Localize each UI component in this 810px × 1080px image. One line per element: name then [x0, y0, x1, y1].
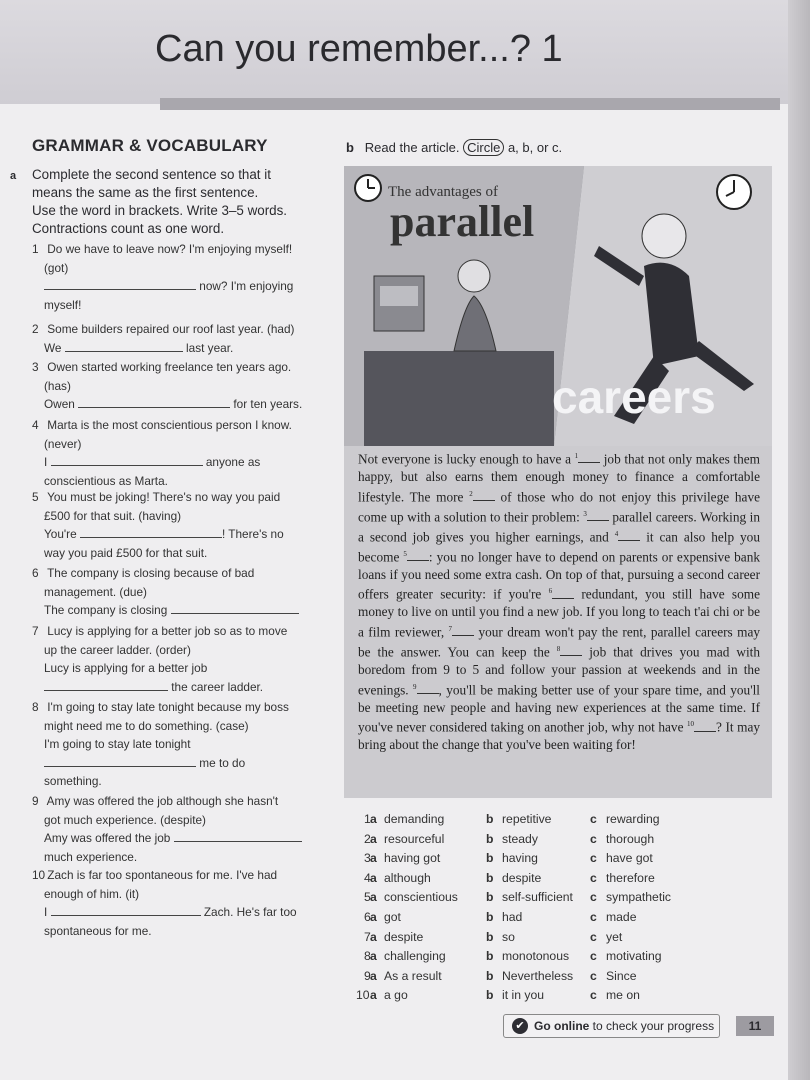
answer-blank[interactable]	[174, 830, 302, 842]
option-c[interactable]: sympathetic	[606, 890, 672, 905]
option-a[interactable]: challenging	[384, 949, 446, 964]
circle-word: Circle	[463, 139, 504, 156]
option-b[interactable]: monotonous	[502, 949, 570, 964]
workbook-page: Can you remember...? 1 GRAMMAR & VOCABULARY a Complete the second sentence so that it means the same as the first sentence. Use the word in brackets. Write 3–5 words. Contractions count as one word. 1 Do we have to leave now? I'm enjoying myself! (got) now? I'm enjoying myself! 2 Some builders repaired our roof last year. (had) We last year. 3 Owen started working freelance ten years ago. (has) Owen for ten years. 4 Marta is the most conscientious person I know. (never) I anyone as conscientious as Marta. 5 You must be joking! There's no way you paid £500 for that suit. (having) You're ! There's no way you paid £500 for that suit. 6 The company is closing because of bad management. (due) The company is closing 7 Lucy is applying for a better job so as to move up the career ladder. (order) Lucy is applying for a better job the career ladder. 8 I'm going to stay late tonight because my boss might need me to do something. (case) I'm going to stay late tonight me to do something. 9 Amy was offered the job although she hasn't got much experience. (despite) Amy was offered the job much experience. 10 Zach is far too spontaneous for me. I've had enough of him. (it) I Zach. He's far too spontaneous for me. b Read the article. Circle a, b, or c. The advantages of parallel careers Not everyone is lucky enough to have a $^1$ job that not only makes them happy, but also earns them enough money to finance a comfortable lifestyle. The more $^2$ of those who do not enjoy this privilege have come up with a solution to their problem: $^3$ parallel careers. Working in a second job gives you higher earnings, and $^4$ it can also help you become $^5$ : you no longer have to depend on parents or expensive bank loans if you need some extra cash. On top of that, pursuing a second career offers greater security: if you're $^6$ redundant, you still have some money to live on until you find a new job. If you long to teach t'ai chi or be a film reviewer, $^7$ your dream won't pay the rent, parallel careers may be the answer. You can keep the $^8$ job that drives you mad with boredom from 9 to 5 and follow your passion at weekends and in the evenings. $^9$ , you'll be making better use of your spare time, and you'll be meeting new people and having new experiences at the same time. If you've never considered taking on another job, why not have $^{10}$ ? It may bring about the change that you've been waiting for! 1 a demanding b repetitive c rewarding 2 a resourceful b steady c thorough 3 a having got b having c have got 4 a although b despite c therefore 5 a conscientious b self-sufficient c sympathetic 6 a got b had c made 7 a despite b so c yet 8 a challenging b monotonous c motivating 9 a As a result b Nevertheless c Since 10 a a go b it in you c me on ✔ Go online to check your progress 11	[0, 0, 790, 1080]
option-number: 6	[364, 909, 371, 924]
question-4-line: 4 Marta is the most conscientious person I know.	[32, 418, 292, 432]
question-7-line: the career ladder.	[32, 678, 334, 696]
question-8-line: I'm going to stay late tonight	[44, 737, 191, 751]
question-7-line: 7 Lucy is applying for a better job so as to move	[32, 624, 288, 638]
question-9-line: much experience.	[44, 849, 138, 864]
question-9-line: got much experience. (despite)	[44, 812, 206, 827]
option-number: 2	[364, 831, 371, 846]
option-number: 4	[364, 870, 371, 885]
exercise-b-instruction: b Read the article. Circle a, b, or c.	[346, 140, 563, 155]
option-b[interactable]: steady	[502, 831, 538, 846]
option-b[interactable]: it in you	[502, 988, 545, 1003]
option-c[interactable]: thorough	[606, 831, 655, 846]
go-online-button[interactable]: ✔ Go online to check your progress	[503, 1014, 720, 1038]
option-c[interactable]: made	[606, 909, 637, 924]
option-a[interactable]: As a result	[384, 968, 442, 983]
question-10-line: I Zach. He's far too	[44, 905, 297, 919]
question-8-line: 8 I'm going to stay late tonight because my boss	[32, 700, 289, 714]
question-3-line: Owen for ten years.	[44, 397, 303, 411]
illustration-word-careers: careers	[552, 371, 716, 423]
illustration-word-parallel: parallel	[390, 197, 535, 246]
option-b[interactable]: repetitive	[502, 812, 552, 826]
option-number: 5	[364, 890, 371, 905]
article-text: Not everyone is lucky enough to have a $^1$ job that not only makes them happy, but also earns them enough money to finance a comfortable lifestyle. The more $^2$ of those who do not enjoy this privilege have come up with a solution to their problem: $^3$ parallel careers. Working in a second job gives you higher earnings, and $^4$ it can also help you become $^5$ : you no longer have to depend on parents or expensive bank loans if you need some extra cash. On top of that, pursuing a second career offers greater security: if you're $^6$ redundant, you still have some money to live on until you find a new job. If you long to teach t'ai chi or be a film reviewer, $^7$ your dream won't pay the rent, parallel careers may be the answer. You can keep the $^8$ job that drives you mad with boredom from 9 to 5 and follow your passion at weekends and in the evenings. $^9$ , you'll be making better use of your spare time, and you'll be meeting new people and having new experiences at the same time. If you've never considered taking on another job, why not have $^{10}$ ? It may bring about the change that you've been waiting for!	[358, 451, 761, 753]
option-number: 3	[364, 851, 371, 866]
check-icon: ✔	[512, 1018, 528, 1034]
option-number: 10	[356, 988, 370, 1003]
option-a[interactable]: got	[384, 909, 401, 924]
answer-blank[interactable]	[80, 526, 222, 538]
option-a[interactable]: conscientious	[384, 890, 458, 905]
question-5-line: You're ! There's no	[44, 527, 284, 541]
question-9-line: 9 Amy was offered the job although she hasn't	[32, 794, 279, 808]
question-8-line: might need me to do something. (case)	[44, 718, 249, 733]
question-10-line: spontaneous for me.	[44, 923, 152, 938]
option-c[interactable]: me on	[606, 988, 640, 1003]
option-number: 8	[364, 949, 371, 964]
answer-blank[interactable]	[171, 602, 299, 614]
illustration-kicker: The advantages of	[388, 184, 498, 200]
question-8-line: something.	[44, 774, 102, 788]
question-2-line: 2 Some builders repaired our roof last year. (had)	[32, 322, 295, 336]
option-c[interactable]: rewarding	[606, 812, 660, 826]
question-6-line: 6 The company is closing because of bad	[32, 566, 255, 580]
question-1-line: now? I'm enjoying	[32, 277, 334, 295]
exercise-a-instructions: Complete the second sentence so that it means the same as the first sentence. Use the word in brackets. Write 3–5 words. Contractions count as one word.	[32, 167, 288, 236]
question-5-line: £500 for that suit. (having)	[44, 508, 182, 523]
option-number: 7	[364, 929, 371, 944]
question-10-line: enough of him. (it)	[44, 886, 140, 901]
question-7-line: up the career ladder. (order)	[44, 642, 191, 657]
option-b[interactable]: Nevertheless	[502, 968, 574, 983]
option-a[interactable]: resourceful	[384, 831, 445, 846]
option-b[interactable]: had	[502, 909, 523, 924]
question-1-line: 1 Do we have to leave now? I'm enjoying myself!	[32, 242, 293, 256]
option-c[interactable]: yet	[606, 929, 623, 944]
question-1-line: myself!	[44, 297, 82, 312]
answer-blank[interactable]	[51, 904, 201, 916]
option-number: 9	[364, 968, 371, 983]
title-rule	[160, 98, 780, 110]
page-number: 11	[736, 1016, 774, 1036]
question-1-line: (got)	[44, 260, 69, 275]
option-c[interactable]: motivating	[606, 949, 662, 964]
question-4-line: (never)	[44, 436, 82, 451]
option-b[interactable]: so	[502, 929, 515, 944]
question-4-line: conscientious as Marta.	[44, 473, 168, 488]
option-number: 1	[364, 812, 371, 826]
answer-blank[interactable]	[78, 396, 230, 408]
question-7-line: Lucy is applying for a better job	[44, 661, 208, 675]
option-a[interactable]: although	[384, 870, 431, 885]
option-a[interactable]: demanding	[384, 812, 445, 826]
question-2-line: We last year.	[44, 340, 234, 355]
question-9-line: Amy was offered the job	[32, 829, 334, 847]
question-6-line: The company is closing	[32, 601, 334, 619]
question-3-line: (has)	[44, 378, 71, 393]
answer-blank[interactable]	[44, 278, 196, 290]
question-6-line: management. (due)	[44, 584, 147, 599]
option-a[interactable]: having got	[384, 851, 441, 866]
question-10-line: 10 Zach is far too spontaneous for me. I've had	[32, 868, 278, 882]
option-b[interactable]: despite	[502, 870, 542, 885]
option-b[interactable]: having	[502, 851, 538, 866]
article-box	[344, 446, 772, 798]
question-4-line: I anyone as	[44, 455, 261, 469]
option-c[interactable]: therefore	[606, 870, 655, 885]
page-title: Can you remember...? 1	[155, 28, 563, 70]
option-a[interactable]: a go	[384, 988, 408, 1003]
answer-blank[interactable]	[44, 755, 196, 767]
option-a[interactable]: despite	[384, 929, 424, 944]
option-b[interactable]: self-sufficient	[502, 890, 573, 905]
option-c[interactable]: Since	[606, 968, 637, 983]
article-illustration	[344, 166, 772, 446]
question-5-line: 5 You must be joking! There's no way you paid	[32, 490, 281, 504]
answer-blank[interactable]	[44, 679, 168, 691]
book-spine	[788, 0, 810, 1080]
option-c[interactable]: have got	[606, 851, 653, 866]
question-3-line: 3 Owen started working freelance ten years ago.	[32, 360, 292, 374]
question-5-line: way you paid £500 for that suit.	[44, 545, 208, 560]
section-heading: GRAMMAR & VOCABULARY	[32, 136, 268, 155]
exercise-letter-a: a	[10, 170, 17, 182]
answer-blank[interactable]	[51, 454, 203, 466]
answer-blank[interactable]	[65, 340, 183, 352]
question-8-line: me to do	[32, 754, 334, 772]
